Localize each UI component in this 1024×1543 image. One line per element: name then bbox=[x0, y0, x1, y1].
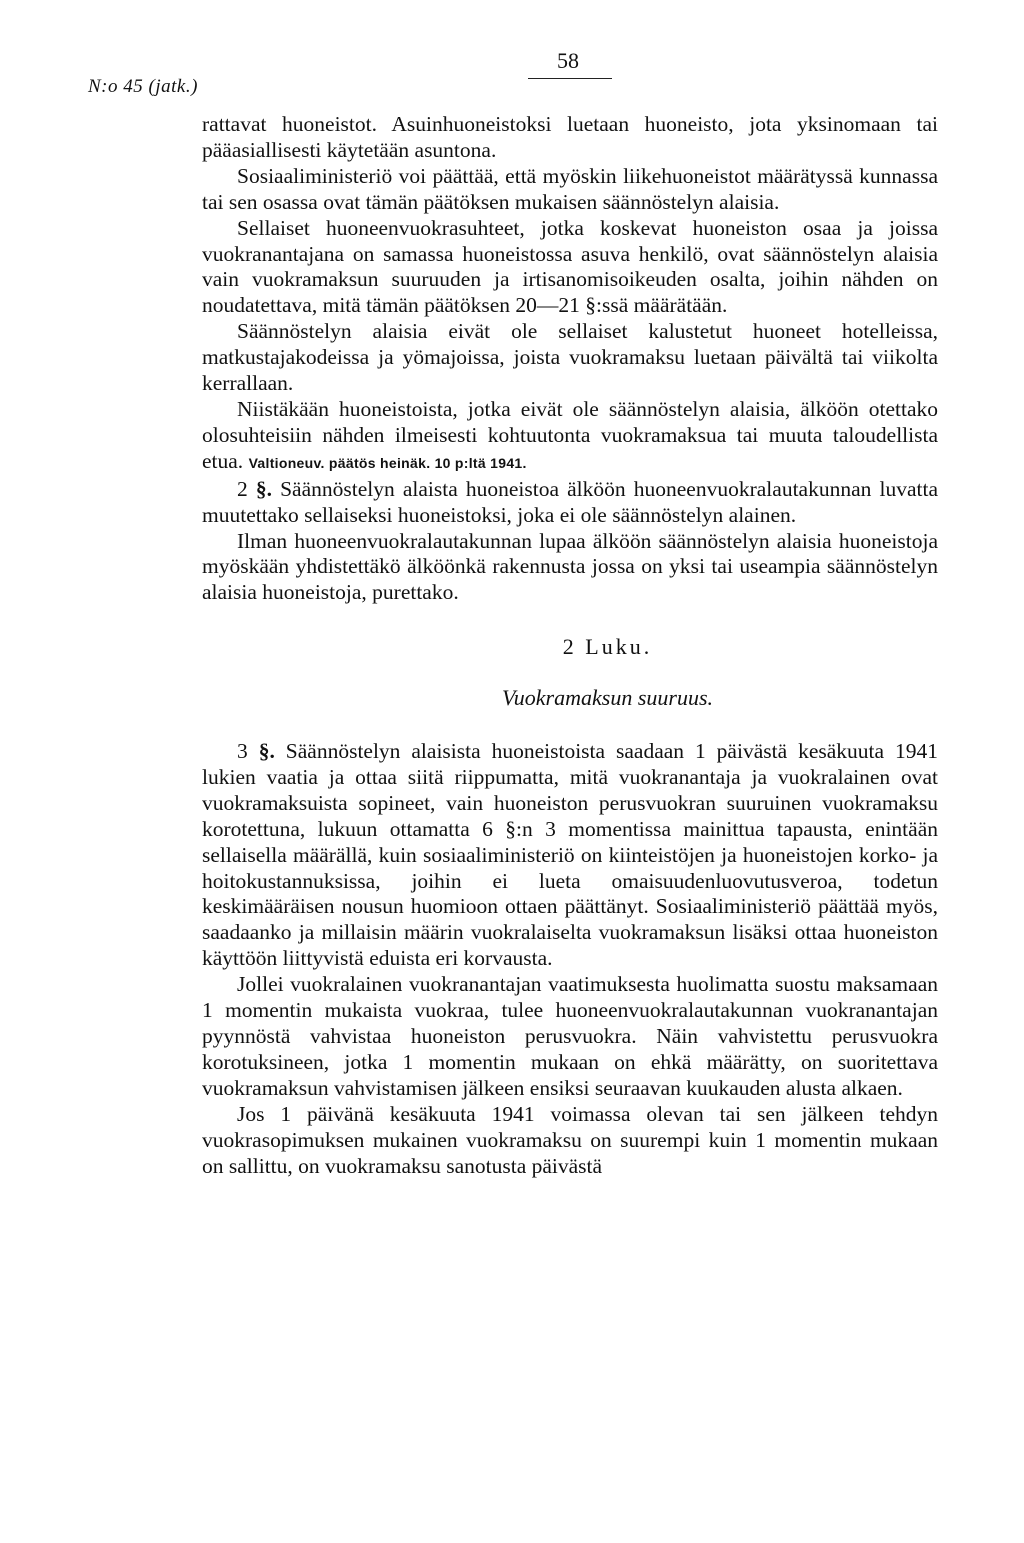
page-number-rule bbox=[528, 78, 612, 79]
section-sign: §. bbox=[258, 739, 275, 764]
source-note: Valtioneuv. päätös heinäk. 10 p:ltä 1941. bbox=[248, 454, 527, 471]
section-number: 3 bbox=[237, 739, 248, 764]
page-number: 58 bbox=[557, 48, 579, 73]
section-number: 2 bbox=[237, 476, 248, 501]
paragraph: Säännöstelyn alaisia eivät ole sellaiset kalustetut huoneet hotelleissa, matkustajakodeissa ja yömajoissa, joista vuokramaksu luetaan päivältä tai viikolta kerrallaan. bbox=[202, 319, 938, 396]
paragraph: Sosiaaliministeriö voi päättää, että myöskin liikehuoneistot määrätyssä kunnassa tai sen osassa ovat tämän päätöksen mukaisen säännöstelyn alaisia. bbox=[202, 163, 938, 214]
body-text bbox=[202, 112, 938, 1179]
chapter-title: 2 Luku. bbox=[562, 634, 653, 660]
paragraph bbox=[202, 397, 938, 477]
section-3-paragraph bbox=[202, 739, 938, 972]
paragraph-continuation: rattavat huoneistot. Asuinhuoneistoksi luetaan huoneisto, jota yksinomaan tai pääasiallisesti käytetään asuntona. bbox=[202, 112, 938, 162]
paragraph: Ilman huoneenvuokralautakunnan lupaa älköön säännöstelyn alaisia huoneistoja myöskään yhdistettäkö älköönkä rakennusta jossa on yksi tai useampia säännöstelyn alaisia huoneistoja, purettako. bbox=[202, 528, 938, 605]
paragraph: Jos 1 päivänä kesäkuuta 1941 voimassa olevan tai sen jälkeen tehdyn vuokrasopimuksen mukainen vuokramaksu on suurempi kuin 1 momentin mukaan on sallittu, on vuokramaksu sanotusta päivästä bbox=[202, 1101, 938, 1178]
section-sign: §. bbox=[255, 476, 272, 501]
section-2-paragraph bbox=[202, 477, 938, 529]
chapter-subtitle: Vuokramaksun suuruus. bbox=[501, 685, 714, 711]
paragraph-text: Niistäkään huoneistoista, jotka eivät ole säännöstelyn alaisia, älköön otettako olosuhteisiin nähden ilmeisesti kohtuutonta vuokramaksua tai muuta taloudellista etua. bbox=[202, 396, 938, 473]
section-reference: N:o 45 (jatk.) bbox=[88, 76, 198, 97]
paragraph: Sellaiset huoneenvuokrasuhteet, jotka koskevat huoneiston osaa ja joissa vuokranantajana on samassa huoneistossa asuva henkilö, ovat säännöstelyn alaisia vain vuokramaksun suuruuden ja irtisanomisoikeuden osalta, joihin nähden on noudatettava, mitä tämän päätöksen 20—21 §:ssä määrätään. bbox=[202, 215, 938, 318]
paragraph-text: Säännöstelyn alaisista huoneistoista saadaan 1 päivästä kesäkuuta 1941 lukien vaatia ja ottaa siitä riippumatta, mitä vuokranantaja ja vuokralainen ovat vuokramaksuista sopineet, vain huoneiston perusvuokran suuruinen vuokramaksu korotettuna, lukuun ottamatta 6 §:n 3 momentissa mainittua tapausta, enintään sellaisella määrällä, kuin sosiaaliministeriö on kiinteistöjen ja huoneistojen korko- ja hoitokustannuksissa, joihin ei lueta omaisuudenluovutusveroa, todetun keskimääräisen nousun huomioon ottaen päättänyt. Sosiaaliministeriö päättää myös, saadaanko ja millaisin määrin vuokralaiselta vuokramaksun lisäksi ottaa huoneiston käyttöön liittyvistä eduista eri korvausta. bbox=[202, 739, 938, 971]
paragraph-text: Säännöstelyn alaista huoneistoa älköön huoneenvuokralautakunnan luvatta muutettako sellaiseksi huoneistoksi, joka ei ole säännöstelyn alainen. bbox=[202, 476, 938, 527]
paragraph: Jollei vuokralainen vuokranantajan vaatimuksesta huolimatta suostu maksamaan 1 momentin mukaista vuokraa, tulee huoneenvuokralautakunnan vuokranantajan pyynnöstä vahvistaa huoneiston perusvuokra. Näin vahvistettu perusvuokra korotuksineen, jotka 1 momentin mukaan on ehkä määrätty, on suoritettava vuokramaksun vahvistamisen jälkeen ensiksi seuraavan kuukauden alusta alkaen. bbox=[202, 972, 938, 1100]
